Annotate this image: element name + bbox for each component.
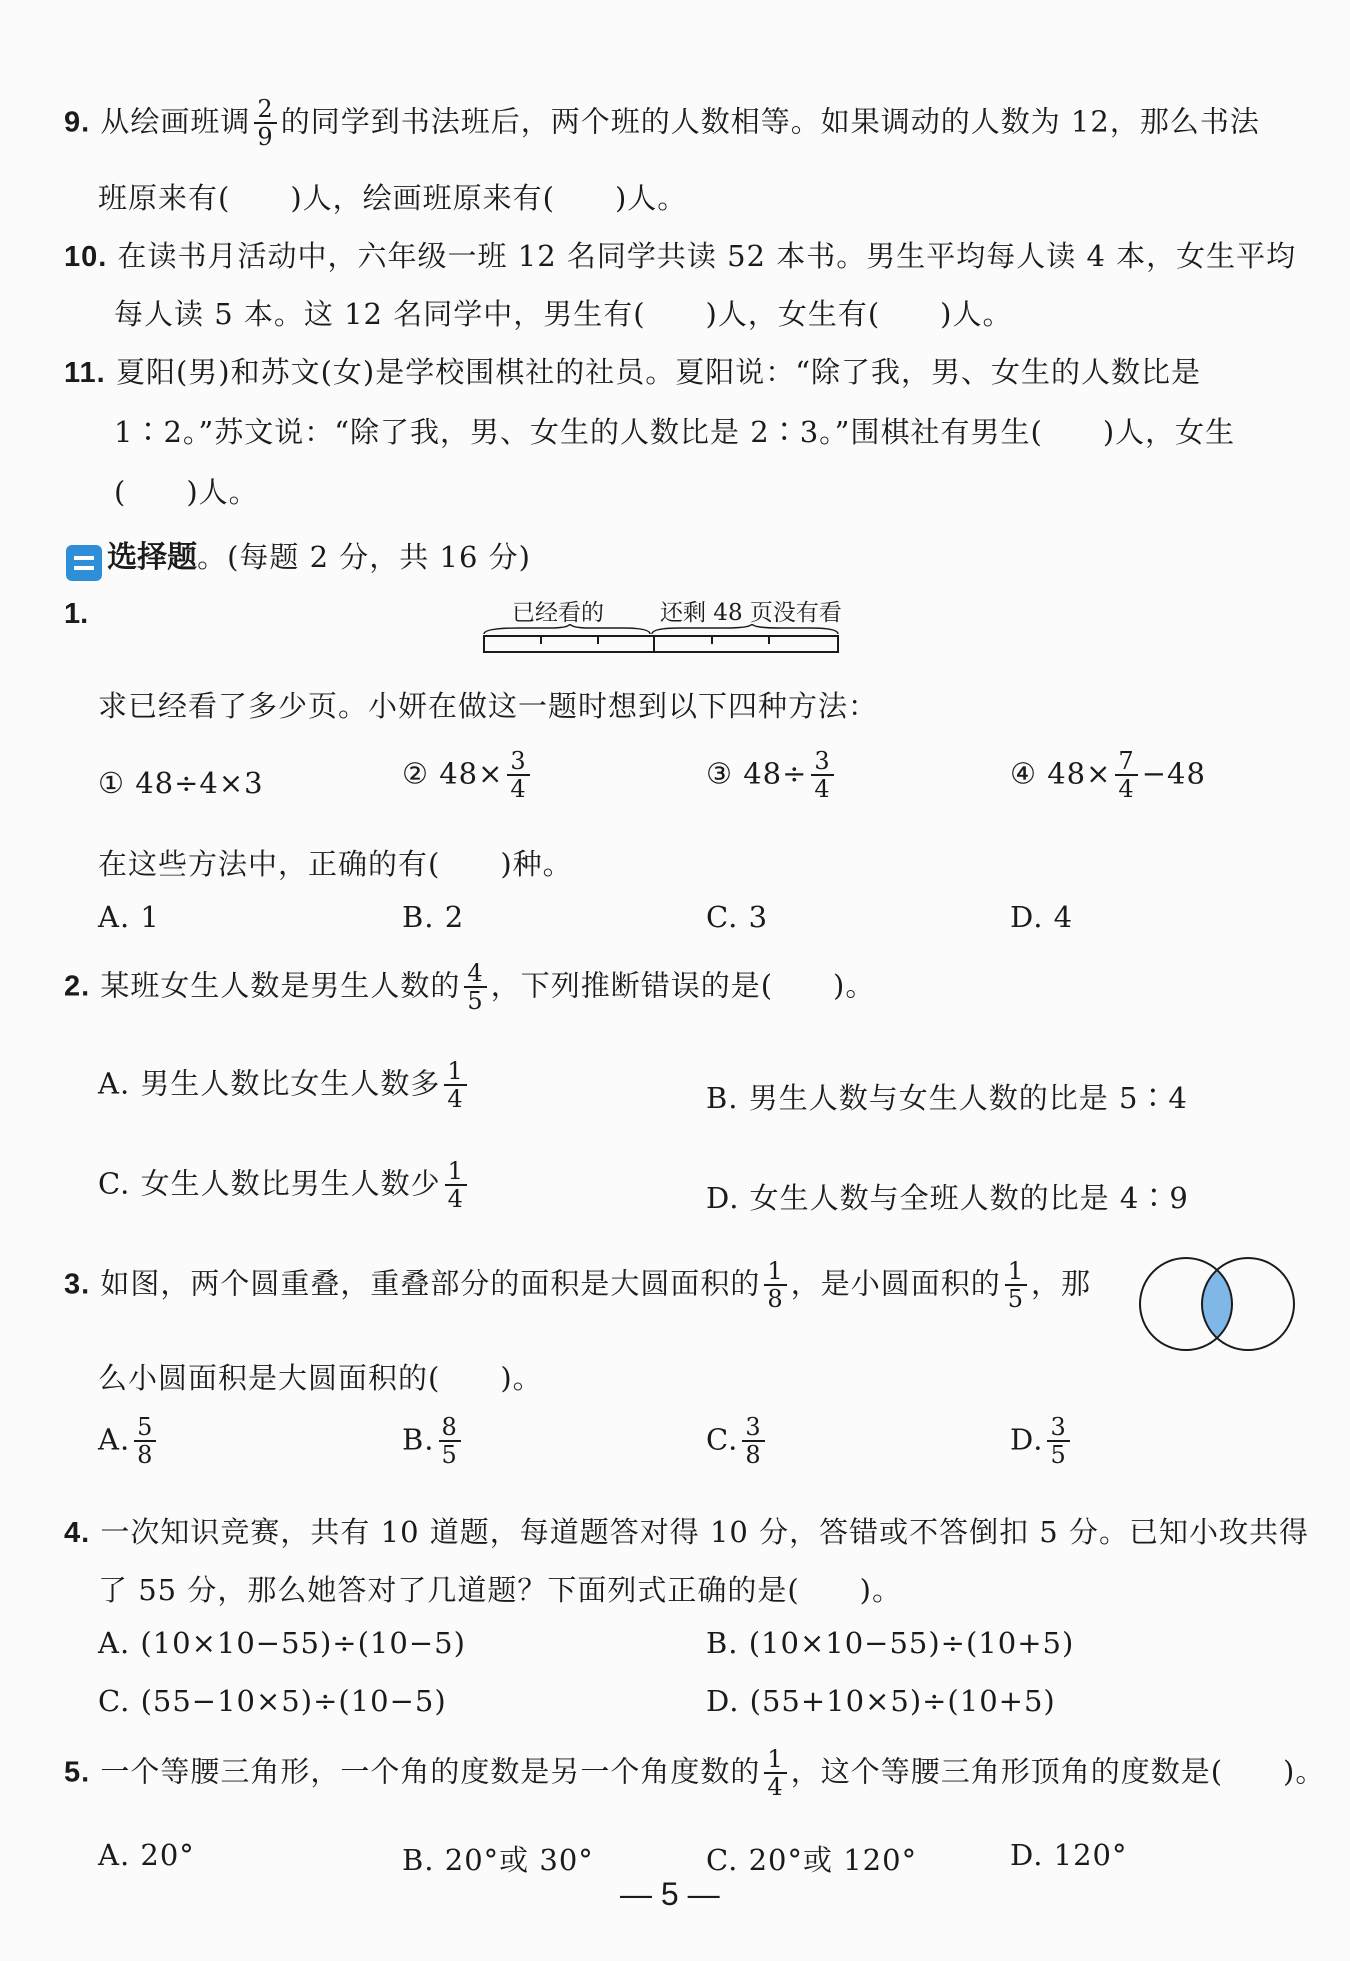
q9-line2: 班原来有( )人，绘画班原来有( )人。 [98, 181, 688, 215]
c3-number: 3. [64, 1268, 91, 1301]
q10-text: 在读书月活动中，六年级一班 12 名同学共读 52 本书。男生平均每人读 4 本，女生平均 [117, 239, 1297, 273]
c2-stem: 2. 某班女生人数是男生人数的 $\frac{4}{5}$ ，下列推断错误的是( )。 [64, 959, 876, 1016]
c2-option-b[interactable]: B. 男生人数与女生人数的比是 5∶4 [706, 1081, 1188, 1115]
c4-option-a[interactable]: A. (10×10−55)÷(10−5) [98, 1626, 466, 1660]
c2-option-d[interactable]: D. 女生人数与全班人数的比是 4∶9 [706, 1181, 1189, 1215]
section-header [66, 532, 531, 581]
c5-option-b[interactable]: B. 20°或 30° [402, 1843, 594, 1877]
c1-option-b[interactable]: B. 2 [402, 900, 465, 934]
section-title: 选择题 [107, 540, 198, 575]
q11-text: 夏阳(男)和苏文(女)是学校围棋社的社员。夏阳说：“除了我，男、女生的人数比是 [115, 355, 1202, 389]
c2-option-c[interactable]: C. 女生人数比男生人数少 $\frac{1}{4}$ [98, 1158, 471, 1213]
q11-number: 11. [64, 357, 106, 389]
q9-fraction: $\frac{2}{9}$ [254, 96, 276, 151]
c5-line1: 5. 一个等腰三角形，一个角的度数是另一个角度数的 $\frac{1}{4}$ ，这个等腰三角形顶角的度数是( )。 [64, 1745, 1326, 1802]
c5-option-c[interactable]: C. 20°或 120° [706, 1843, 918, 1877]
c5-option-d[interactable]: D. 120° [1010, 1838, 1128, 1872]
c1-method-2: ② 48× $\frac{3}{4}$ [402, 748, 534, 803]
c1-option-c[interactable]: C. 3 [706, 900, 769, 934]
q10-number: 10. [64, 241, 108, 273]
c1-method-4: ④ 48× $\frac{7}{4}$ −48 [1010, 747, 1206, 804]
c3-option-c[interactable]: C. $\frac{3}{8}$ [706, 1414, 769, 1469]
c1-method-3: ③ 48÷ $\frac{3}{4}$ [706, 748, 838, 803]
c1-stem: 求已经看了多少页。小妍在做这一题时想到以下四种方法： [98, 689, 879, 723]
c5-option-a[interactable]: A. 20° [98, 1838, 195, 1872]
q11-line3: ( )人。 [114, 475, 259, 509]
q11-line1 [64, 350, 1201, 391]
c2-number: 2. [64, 970, 91, 1003]
diagram-segment-bar [480, 624, 880, 658]
page-number: — 5 — [620, 1876, 720, 1912]
q10-line1 [64, 234, 1296, 275]
q10-line2: 每人读 5 本。这 12 名同学中，男生有( )人，女生有( )人。 [114, 297, 1013, 331]
overlapping-circles-figure [1138, 1254, 1298, 1354]
c4-number: 4. [64, 1517, 91, 1549]
q9-text-a: 从绘画班调 [100, 104, 251, 139]
c4-option-c[interactable]: C. (55−10×5)÷(10−5) [98, 1684, 447, 1718]
c1-method-1: ① 48÷4×3 [98, 766, 264, 800]
c3-line2: 么小圆面积是大圆面积的( )。 [98, 1361, 543, 1395]
c3-option-b[interactable]: B. $\frac{8}{5}$ [402, 1414, 465, 1469]
c4-line2: 了 55 分，那么她答对了几道题？下面列式正确的是( )。 [98, 1573, 902, 1607]
q9-line1 [64, 96, 1260, 151]
c1-option-a[interactable]: A. 1 [98, 900, 160, 934]
c2-option-a[interactable]: A. 男生人数比女生人数多 $\frac{1}{4}$ [98, 1058, 471, 1113]
c1-option-d[interactable]: D. 4 [1010, 900, 1074, 934]
diagram-remaining-label: 还剩 48 页没有看 [660, 600, 842, 626]
c4-line1: 4. 一次知识竞赛，共有 10 道题，每道题答对得 10 分，答错或不答倒扣 5 分。已知小玫共得 [64, 1515, 1309, 1549]
c4-option-d[interactable]: D. (55+10×5)÷(10+5) [706, 1684, 1056, 1718]
c1-number: 1. [64, 598, 89, 630]
section-two-icon [66, 545, 102, 581]
q11-line2: 1∶2。”苏文说：“除了我，男、女生的人数比是 2∶3。”围棋社有男生( )人，女生 [114, 415, 1236, 449]
c5-number: 5. [64, 1756, 91, 1789]
book-pages-diagram [480, 594, 880, 658]
q9-number: 9. [64, 106, 91, 139]
c3-option-a[interactable]: A. $\frac{5}{8}$ [98, 1414, 160, 1469]
c3-line1: 3. 如图，两个圆重叠，重叠部分的面积是大圆面积的 $\frac{1}{8}$ ，是小圆面积的 $\frac{1}{5}$ ，那 [64, 1257, 1092, 1314]
c1-ask: 在这些方法中，正确的有( )种。 [98, 847, 573, 881]
c3-option-d[interactable]: D. $\frac{3}{5}$ [1010, 1414, 1074, 1469]
section-note: 。(每题 2 分，共 16 分) [197, 540, 531, 574]
q9-text-b: 的同学到书法班后，两个班的人数相等。如果调动的人数为 12，那么书法 [280, 104, 1260, 139]
c4-option-b[interactable]: B. (10×10−55)÷(10+5) [706, 1626, 1075, 1660]
diagram-read-label: 已经看的 [512, 600, 604, 626]
